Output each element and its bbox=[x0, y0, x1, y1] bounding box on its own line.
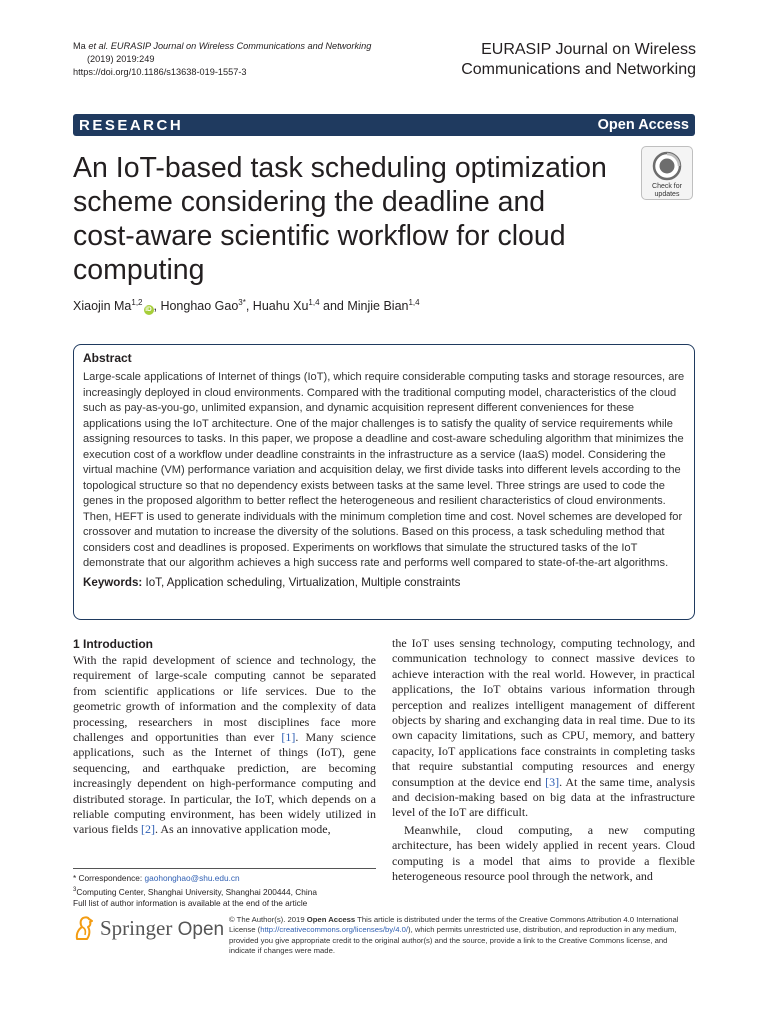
section-heading: 1 Introduction bbox=[73, 637, 153, 651]
author-info-note: Full list of author information is available at the end of the article bbox=[73, 897, 308, 908]
springer-horse-icon bbox=[73, 915, 95, 941]
abstract-heading: Abstract bbox=[83, 351, 132, 365]
article-title: An IoT-based task scheduling optimization scheme considering the deadline and cost-aware scientific workflow for cloud computing bbox=[73, 152, 607, 286]
citation-link[interactable]: [1] bbox=[281, 730, 296, 745]
citation-link[interactable]: [3] bbox=[545, 774, 560, 789]
orcid-icon[interactable]: iD bbox=[145, 306, 152, 313]
open-access-label: Open Access bbox=[597, 117, 689, 133]
doi-link[interactable]: https://doi.org/10.1186/s13638-019-1557-3 bbox=[73, 67, 247, 77]
section-label: RESEARCH bbox=[79, 116, 184, 134]
citation-link[interactable]: [2] bbox=[141, 822, 155, 837]
footnotes bbox=[73, 868, 376, 910]
author-name[interactable]: and Minjie Bian bbox=[319, 299, 409, 313]
correspondence: * Correspondence: gaohonghao@shu.edu.cn bbox=[73, 873, 240, 883]
citation-header bbox=[73, 40, 371, 79]
body-paragraph: With the rapid development of science and technology, the requirement of large-scale computing cannot be separated from scientific applications or life services. Due to the geometric growth of information and the complexity of data processing, researchers in most disciplines face more challenges and opportunities than ever [1]. Many science applications, such as the Internet of things (IoT), gene sequencing, and earthquake prediction, are becoming increasingly dependent on high-performance computing and distributed storage. In particular, the IoT, which depends on a reliable computing environment, has been widely utilized in various fields [2]. As an innovative application mode, bbox=[73, 653, 377, 837]
author-name[interactable]: , Honghao Gao bbox=[153, 299, 239, 313]
affiliation: $^3$Computing Center, Shanghai University, Shanghai 200444, China bbox=[73, 886, 317, 897]
article-type-banner bbox=[73, 114, 695, 136]
journal-name: EURASIP Journal on Wireless Communications and Networking bbox=[461, 41, 696, 78]
author-list: Xiaojin Ma$^{1,2}$iD , Honghao Gao$^{3*}$, Huahu Xu$^{1,4}$ and Minjie Bian$^{1,4}$ bbox=[73, 297, 420, 313]
body-column-left bbox=[73, 636, 376, 838]
springer-open-logo: Springer Open bbox=[73, 915, 224, 941]
body-paragraph: Meanwhile, cloud computing, a new computing architecture, has been widely applied in recent years. Cloud computing is a model that aims to provide a flexible heterogeneous resource pool through the network, and bbox=[392, 822, 695, 884]
author-name[interactable]: , Huahu Xu bbox=[245, 299, 309, 313]
abstract-box bbox=[73, 344, 695, 620]
check-updates-icon bbox=[652, 151, 682, 181]
citation-line: Ma et al. EURASIP Journal on Wireless Communications and Networking bbox=[73, 41, 372, 51]
keywords: Keywords: IoT, Application scheduling, Virtualization, Multiple constraints bbox=[83, 575, 461, 589]
abstract-text: Large-scale applications of Internet of things (IoT), which require considerable computing tasks and storage resources, are increasingly deployed in cloud environments. Compared with the traditional computing model, characteristics of the cloud such as pay-as-you-go, unlimited expansion, and dynamic acquisition represent different conveniences for these applications using the IoT architecture. One of the major challenges is to satisfy the quality of service requirements while assigning resources to tasks. In this paper, we propose a deadline and cost-aware scheduling algorithm that minimizes the execution cost of a workflow under deadline constraints in the infrastructure as a service (IaaS) model. Considering the virtual machine (VM) performance variation and acquisition delay, we first divide tasks into different levels according to the topological structure so that no dependency exists between tasks at the same level. Three strings are used to code the genes in the proposed algorithm to better reflect the heterogeneous and resilient characteristics of cloud environments. Then, HEFT is used to generate individuals with the minimum completion time and cost. Novel schemes are developed for crossover and mutation to increase the diversity of the solutions. Based on this process, a task scheduling method that considers cost and deadlines is proposed. Experiments on workflows that simulate the structured tasks of the IoT demonstrate that our algorithm achieves a high success rate and performs well compared to state-of-the-art algorithms. bbox=[83, 371, 685, 569]
body-column-right bbox=[392, 636, 695, 885]
body-paragraph: the IoT uses sensing technology, computing technology, and communication technology to connect massive devices to achieve interaction with the real world. However, in practical applications, the IoT obtains various information through perception and realizes intelligent management of different objects by sharing and exchanging data in real time. Due to its own capacity limitations, such as CPU, memory, and battery capacity, IoT applications face constraints in completing tasks that require substantial computing resources and energy consumption at the device end [3]. At the same time, analysis and decision-making based on big data at the infrastructure level of the IoT are difficult. bbox=[392, 636, 695, 820]
email-link[interactable]: gaohonghao@shu.edu.cn bbox=[144, 873, 240, 883]
license-statement: © The Author(s). 2019 Open Access This article is distributed under the terms of the Creative Commons Attribution 4.0 International License (http://creativecommons.org/licenses/by/4.0/), which permits unrestricted use, distribution, and reproduction in any medium, provided you give appropriate credit to the original author(s) and the source, provide a link to the Creative Commons license, and indicate if changes were made. bbox=[229, 915, 679, 956]
citation-year: (2019) 2019:249 bbox=[87, 54, 155, 64]
license-link[interactable]: http://creativecommons.org/licenses/by/4.0/ bbox=[260, 925, 409, 935]
check-for-updates-badge[interactable]: Check for updates bbox=[641, 146, 693, 200]
author-name[interactable]: Xiaojin Ma bbox=[73, 299, 132, 313]
